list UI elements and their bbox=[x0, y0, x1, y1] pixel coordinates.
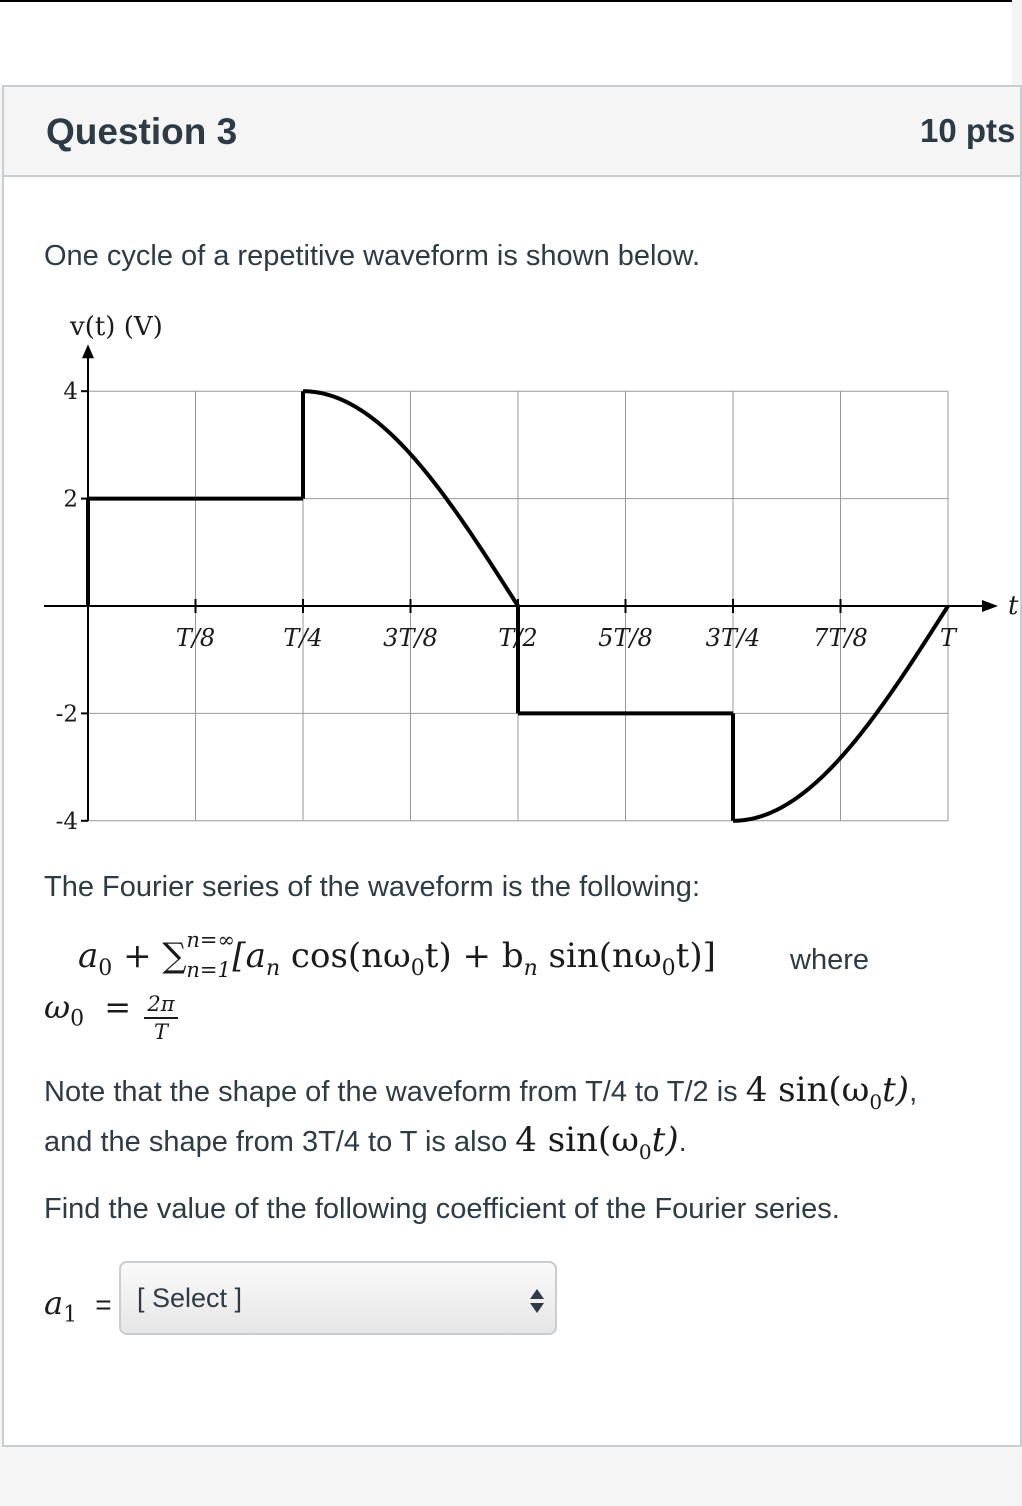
fourier-intro-text: The Fourier series of the waveform is the following: bbox=[44, 871, 700, 903]
note-math-2 bbox=[515, 1120, 679, 1164]
omega-sub: 0 bbox=[70, 1006, 85, 1032]
formula-sin: sin(nω bbox=[537, 936, 662, 976]
formula-plus: + bbox=[123, 936, 152, 976]
x-tick-label-7: 7T/8 bbox=[813, 624, 868, 652]
question-header bbox=[4, 87, 1020, 177]
formula-sum-upper: n=∞ bbox=[186, 928, 236, 952]
formula-sum-lower: n=1 bbox=[186, 958, 231, 982]
formula-cos-sub: 0 bbox=[410, 955, 425, 981]
formula-cos: cos(nω bbox=[280, 936, 411, 976]
formula-sum bbox=[162, 928, 236, 982]
note-line-1-end: , bbox=[909, 1076, 918, 1108]
omega-equals: = bbox=[104, 988, 132, 1026]
omega-lhs: ω bbox=[44, 988, 71, 1026]
chart-axes bbox=[44, 344, 998, 821]
answer-label-sub: 1 bbox=[63, 1302, 78, 1328]
formula-sin-sub: 0 bbox=[661, 955, 676, 981]
answer-select-value: [ Select ] bbox=[137, 1283, 243, 1313]
question-points: 10 pts bbox=[920, 112, 1016, 149]
select-arrows-icon bbox=[529, 1287, 545, 1315]
note-line-2 bbox=[44, 1120, 687, 1164]
y-tick-label-2: 2 bbox=[63, 486, 78, 513]
x-tick-label-5: 5T/8 bbox=[598, 624, 653, 652]
note-line-1 bbox=[44, 1070, 917, 1114]
note-math-1 bbox=[745, 1070, 910, 1114]
formula-a0: a bbox=[78, 936, 99, 976]
fourier-series-formula bbox=[78, 928, 716, 982]
formula-body-n: n bbox=[265, 955, 281, 981]
x-tick-label-8: T bbox=[939, 624, 957, 652]
question-title: Question 3 bbox=[46, 111, 238, 152]
y-axis-arrow-icon bbox=[82, 344, 94, 358]
find-text: Find the value of the following coefficient of the Fourier series. bbox=[44, 1193, 840, 1225]
fraction-bar bbox=[144, 1017, 178, 1019]
omega-fraction bbox=[144, 992, 178, 1044]
sum-icon: ∑ bbox=[162, 936, 187, 976]
note-math-1-expr: 4 sin(ω bbox=[745, 1070, 870, 1110]
x-axis-arrow-icon bbox=[982, 600, 998, 612]
x-tick-label-4: T/2 bbox=[498, 624, 538, 652]
note-math-2-expr: 4 sin(ω bbox=[515, 1120, 639, 1160]
note-line-2-end: . bbox=[678, 1126, 687, 1158]
y-tick-label-1: 4 bbox=[63, 379, 78, 406]
formula-where: where bbox=[790, 944, 869, 976]
fraction-numerator: 2π bbox=[147, 992, 175, 1016]
answer-select-dropdown[interactable] bbox=[119, 1261, 557, 1335]
answer-label bbox=[44, 1284, 112, 1327]
note-math-1-end: t) bbox=[882, 1070, 910, 1110]
omega-definition bbox=[44, 988, 175, 1044]
y-tick-label-4: -4 bbox=[55, 808, 78, 835]
y-axis-title: v(t) (V) bbox=[70, 312, 163, 342]
formula-sin-end: t)] bbox=[675, 936, 716, 976]
x-tick-label-3: 3T/8 bbox=[383, 624, 438, 652]
formula-a0-sub: 0 bbox=[98, 955, 113, 981]
note-line-2-text: and the shape from 3T/4 to T is also bbox=[44, 1126, 508, 1158]
answer-equals: = bbox=[95, 1289, 112, 1320]
note-math-2-sub: 0 bbox=[638, 1139, 652, 1164]
x-tick-label-6: 3T/4 bbox=[705, 624, 761, 652]
chart-tick-labels bbox=[56, 312, 1019, 835]
note-math-1-sub: 0 bbox=[869, 1089, 883, 1114]
x-axis-title: t bbox=[1008, 591, 1019, 621]
x-tick-label-2: T/4 bbox=[283, 624, 323, 652]
intro-text: One cycle of a repetitive waveform is shown below. bbox=[44, 240, 701, 272]
y-tick-label-3: -2 bbox=[55, 701, 78, 728]
note-line-1-text: Note that the shape of the waveform from T/4 to T/2 is bbox=[44, 1076, 738, 1108]
formula-b-n: n bbox=[523, 955, 538, 981]
page-top-area bbox=[0, 0, 1012, 86]
note-math-2-end: t) bbox=[651, 1120, 679, 1160]
answer-label-a: a bbox=[44, 1284, 64, 1322]
waveform-chart bbox=[30, 300, 1020, 845]
fraction-denominator: T bbox=[153, 1020, 168, 1044]
x-tick-label-1: T/8 bbox=[175, 624, 216, 652]
formula-cos-end: t) + b bbox=[424, 936, 524, 976]
formula-body: [a bbox=[232, 936, 266, 976]
